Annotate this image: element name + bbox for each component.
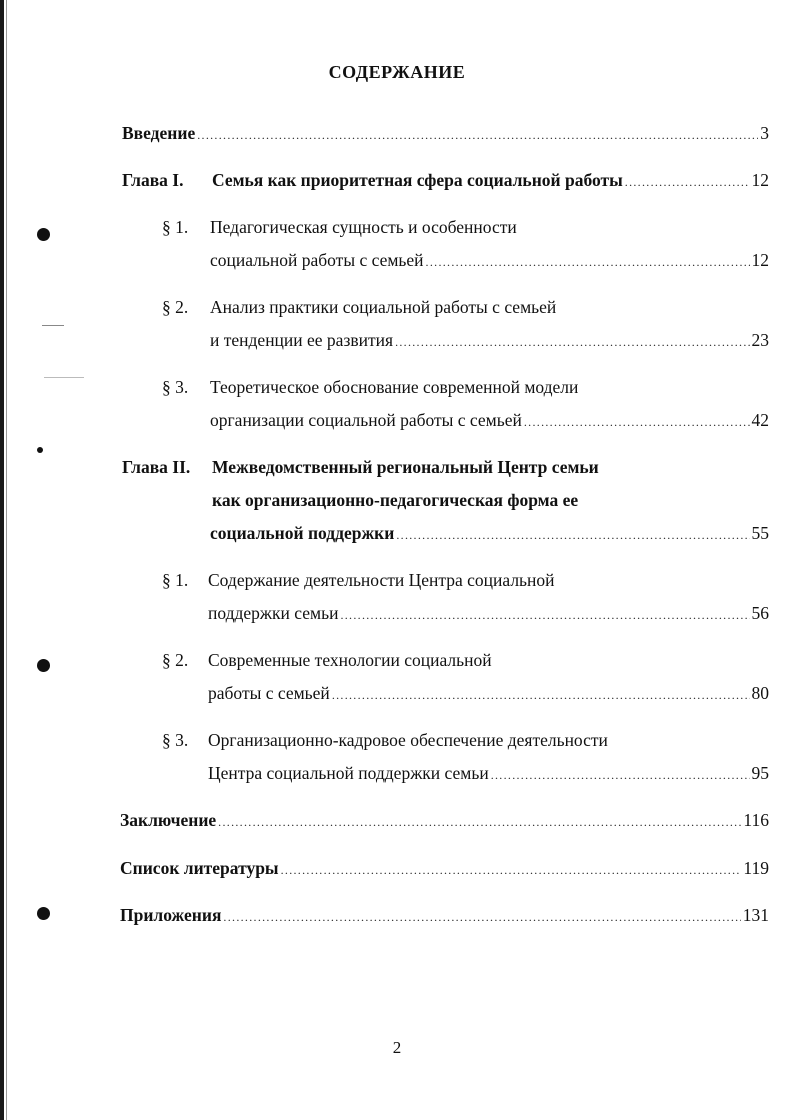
punch-hole-mark <box>37 907 50 920</box>
punch-hole-mark <box>37 228 50 241</box>
toc-entry-section-2-2[interactable] <box>208 683 769 705</box>
section-number: § 2. <box>162 297 189 317</box>
toc-entry-label: Центра социальной поддержки семьи <box>208 763 489 783</box>
toc-entry-label: Приложения <box>120 905 222 925</box>
toc-entry-appendix[interactable] <box>120 905 769 927</box>
section-title-line: Содержание деятельности Центра социальной <box>208 570 555 590</box>
dot-leader <box>625 175 750 190</box>
section-title-line: Теоретическое обоснование современной модели <box>210 377 579 397</box>
toc-entry-label: Семья как приоритетная сфера социальной работы <box>212 170 623 190</box>
toc-entry-page: 95 <box>751 763 769 783</box>
chapter-title-line: как организационно-педагогическая форма ее <box>212 490 579 510</box>
section-title-line: Педагогическая сущность и особенности <box>210 217 517 237</box>
toc-entry-label: Список литературы <box>120 858 279 878</box>
section-number: § 1. <box>162 570 189 590</box>
dot-leader <box>426 255 750 270</box>
toc-entry-section-1-1[interactable] <box>210 250 769 272</box>
punch-hole-mark <box>37 659 50 672</box>
toc-entry-chapter-2[interactable] <box>210 523 769 545</box>
dot-leader <box>332 688 750 703</box>
toc-entry-label: социальной поддержки <box>210 523 395 543</box>
toc-entry-page: 80 <box>751 683 769 703</box>
toc-entry-label: и тенденции ее развития <box>210 330 394 350</box>
toc-entry-section-2-1[interactable] <box>208 603 769 625</box>
toc-entry-page: 3 <box>760 123 769 143</box>
section-title-line: Организационно-кадровое обеспечение деятельности <box>208 730 608 750</box>
toc-entry-label: социальной работы с семьей <box>210 250 424 270</box>
dot-leader <box>395 335 749 350</box>
toc-title: СОДЕРЖАНИЕ <box>328 62 466 82</box>
toc-entry-page: 131 <box>742 905 769 925</box>
scan-edge-shadow <box>0 0 4 1120</box>
page-number: 2 <box>392 1038 402 1057</box>
toc-entry-label: работы с семьей <box>208 683 330 703</box>
toc-entry-label: организации социальной работы с семьей <box>210 410 522 430</box>
dot-leader <box>524 415 750 430</box>
dot-leader <box>281 863 742 878</box>
toc-entry-page: 119 <box>743 858 769 878</box>
chapter-1-label: Глава I. <box>122 170 184 190</box>
toc-entry-page: 116 <box>743 810 769 830</box>
dot-leader <box>197 128 758 143</box>
scan-edge-line <box>6 0 7 1120</box>
chapter-title-line: Межведомственный региональный Центр семьи <box>212 457 599 477</box>
toc-entry-label: поддержки семьи <box>208 603 339 623</box>
toc-entry-section-1-2[interactable] <box>210 330 769 352</box>
chapter-2-label: Глава II. <box>122 457 191 477</box>
dot-leader <box>340 608 749 623</box>
toc-entry-page: 12 <box>751 170 769 190</box>
toc-entry-page: 42 <box>751 410 769 430</box>
toc-entry-chapter-1[interactable] <box>212 170 769 192</box>
toc-entry-section-1-3[interactable] <box>210 410 769 432</box>
dot-leader <box>396 528 749 543</box>
section-number: § 2. <box>162 650 189 670</box>
section-title-line: Современные технологии социальной <box>208 650 492 670</box>
toc-entry-page: 23 <box>751 330 769 350</box>
section-number: § 3. <box>162 730 189 750</box>
toc-entry-section-2-3[interactable] <box>208 763 769 785</box>
section-title-line: Анализ практики социальной работы с семьей <box>210 297 557 317</box>
toc-entry-conclusion[interactable] <box>120 810 769 832</box>
toc-entry-label: Введение <box>122 123 196 143</box>
scan-speck <box>44 377 84 378</box>
toc-entry-intro[interactable] <box>122 123 769 145</box>
toc-entry-page: 56 <box>751 603 769 623</box>
section-number: § 1. <box>162 217 189 237</box>
section-number: § 3. <box>162 377 189 397</box>
toc-entry-label: Заключение <box>120 810 217 830</box>
toc-entry-page: 12 <box>751 250 769 270</box>
dot-leader <box>491 768 750 783</box>
toc-entry-references[interactable] <box>120 858 769 880</box>
toc-entry-page: 55 <box>751 523 769 543</box>
scan-speck <box>37 447 43 453</box>
scan-speck <box>42 325 64 326</box>
dot-leader <box>218 815 741 830</box>
dot-leader <box>223 910 740 925</box>
